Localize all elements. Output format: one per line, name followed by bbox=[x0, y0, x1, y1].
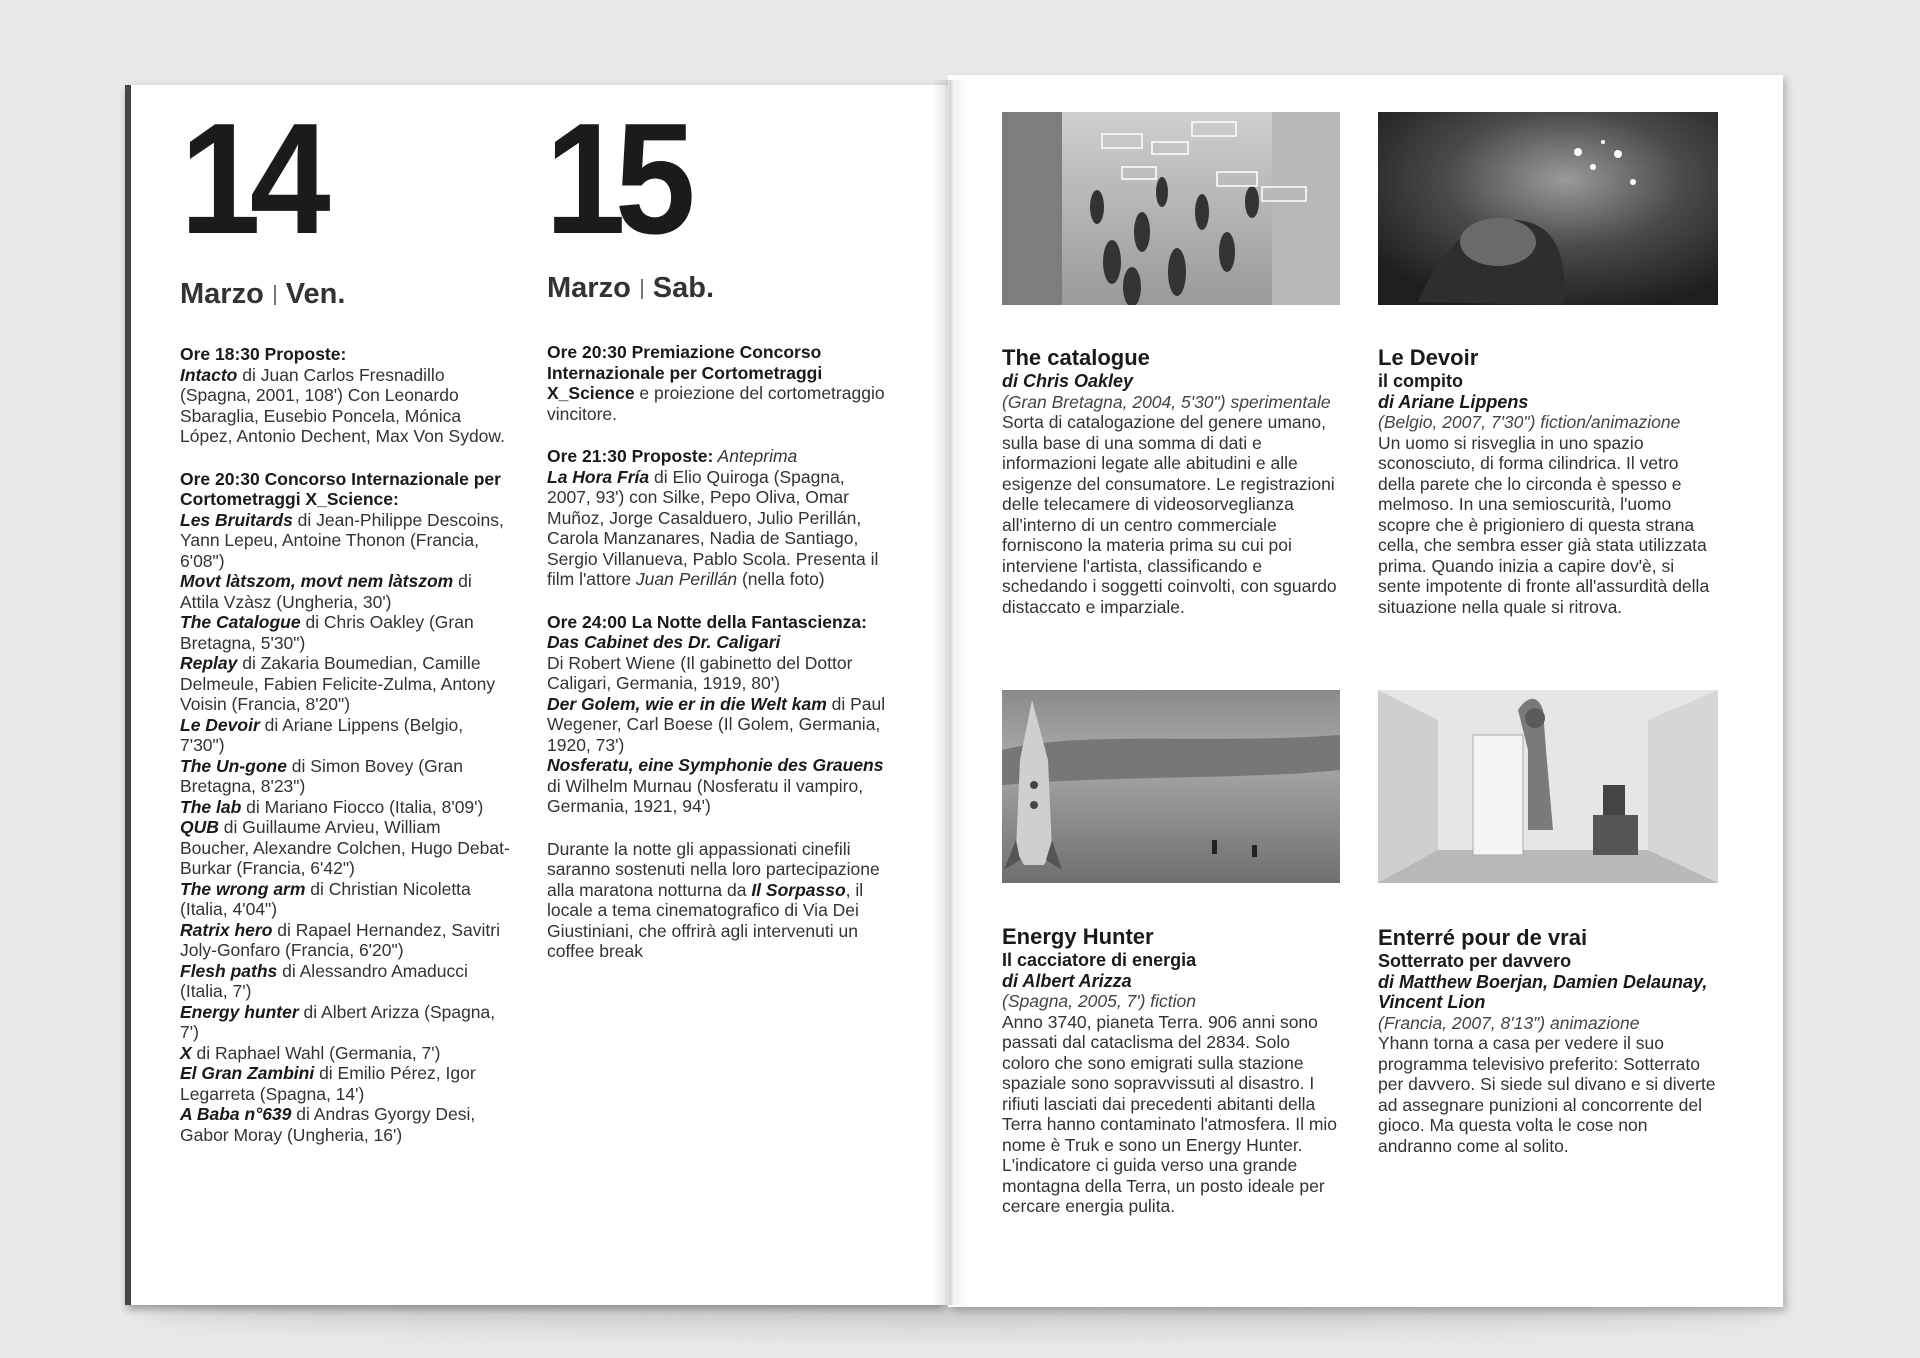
film-director: di Albert Arizza bbox=[1002, 970, 1132, 991]
list-item bbox=[180, 920, 510, 961]
program-column-15 bbox=[547, 342, 887, 962]
film-credits: di Attila Vzàsz (Ungheria, 30') bbox=[180, 571, 472, 612]
competition-list bbox=[180, 510, 510, 1146]
film-credits: di Rapael Hernandez, Savitri Joly-Gonfaro (Francia, 6'20") bbox=[180, 919, 501, 960]
list-item bbox=[180, 1104, 510, 1145]
list-item bbox=[180, 510, 510, 572]
list-item bbox=[180, 1043, 510, 1064]
film-credits: di Raphael Wahl (Germania, 7') bbox=[191, 1042, 441, 1063]
program-entry bbox=[547, 342, 887, 424]
film-meta: (Gran Bretagna, 2004, 5'30") sperimentale bbox=[1002, 391, 1331, 412]
film-title: The catalogue bbox=[1002, 345, 1150, 370]
film-title: Energy Hunter bbox=[1002, 924, 1154, 949]
list-item bbox=[180, 715, 510, 756]
preview-tag: Anteprima bbox=[713, 446, 798, 466]
list-item bbox=[180, 879, 510, 920]
film-subtitle: il compito bbox=[1378, 371, 1463, 391]
note-text: Durante la notte gli appassionati cinefili saranno sostenuti nella loro partecipazione alla maratona notturna da bbox=[547, 838, 880, 900]
film-title: Enterré pour de vrai bbox=[1378, 925, 1588, 950]
photo-energy-hunter bbox=[1002, 690, 1340, 883]
month-label: Marzo bbox=[547, 272, 631, 304]
schedule-heading: Ore 21:30 Proposte: bbox=[547, 446, 714, 466]
list-item bbox=[180, 1063, 510, 1104]
separator bbox=[274, 285, 276, 305]
film-synopsis: Yhann torna a casa per vedere il suo programma televisivo preferito: Sotterrato per davvero. Si siede sul divano e si diverte ad assegnare punizioni al concorrente del gioco. Ma questa volta le cose non andranno come al solito. bbox=[1378, 1033, 1716, 1156]
separator bbox=[641, 279, 643, 299]
film-title: Ratrix hero bbox=[180, 919, 273, 940]
film-credits: di Juan Carlos Fresnadillo (Spagna, 2001, 108') Con Leonardo Sbaraglia, Eusebio Poncela, Mónica López, Antonio Dechent, Max Von Sydow. bbox=[180, 364, 505, 446]
film-credits: di Mariano Fiocco (Italia, 8'09') bbox=[241, 796, 484, 817]
film-card-enterre-pour-de-vrai bbox=[1378, 925, 1718, 1156]
entry-text: e proiezione del cortometraggio vincitore. bbox=[547, 383, 885, 424]
photo-the-catalogue bbox=[1002, 112, 1340, 305]
film-title: Energy hunter bbox=[180, 1001, 299, 1022]
film-title: Flesh paths bbox=[180, 960, 278, 981]
film-title: Le Devoir bbox=[180, 714, 260, 735]
film-title: La Hora Fría bbox=[547, 466, 650, 487]
film-credits: di Zakaria Boumedian, Camille Delmeule, Fabien Felicite-Zulma, Antony Voisin (Francia, 8'20") bbox=[180, 653, 496, 714]
venue-name: Il Sorpasso bbox=[751, 879, 846, 900]
film-meta: (Francia, 2007, 8'13") animazione bbox=[1378, 1012, 1640, 1033]
film-meta: (Spagna, 2005, 7') fiction bbox=[1002, 991, 1197, 1011]
film-title: Movt làtszom, movt nem làtszom bbox=[180, 571, 454, 591]
film-synopsis: Un uomo si risveglia in uno spazio sconosciuto, di forma cilindrica. Il vetro della parete che lo circonda è spesso e melmoso. In una semioscurità, l'uomo scopre che è prigioniero di questa strana cella, che sembra esser già stata utilizzata prima. Quando inizia a capire dov'è, si sente impotente di fronte all'assurdità della situazione nella quale si ritrova. bbox=[1378, 432, 1710, 617]
film-subtitle: Il cacciatore di energia bbox=[1002, 950, 1197, 970]
film-subtitle: Sotterrato per davvero bbox=[1378, 951, 1572, 971]
film-credits: di Jean-Philippe Descoins, Yann Lepeu, Antoine Thonon (Francia, 6'08") bbox=[180, 509, 504, 571]
film-title: Intacto bbox=[180, 364, 238, 385]
weekday-label: Sab. bbox=[652, 272, 715, 304]
film-credits: di Elio Quiroga (Spagna, 2007, 93') con Silke, Pepo Oliva, Omar Muñoz, Jorge Casalduero, Julio Perillán, Carola Manzanares, Nadia de Santiago, Sergio Villanueva, Pablo Scola. Presenta il film l'attore bbox=[547, 466, 879, 589]
film-credits: di Albert Arizza (Spagna, 7') bbox=[180, 1001, 496, 1042]
film-credits: di Simon Bovey (Gran Bretagna, 8'23") bbox=[180, 755, 463, 796]
list-item bbox=[180, 1002, 510, 1043]
film-title: Replay bbox=[180, 653, 238, 673]
weekday-label: Ven. bbox=[285, 278, 346, 310]
film-title: Les Bruitards bbox=[180, 509, 293, 530]
list-item bbox=[180, 797, 510, 818]
day-number-14: 14 bbox=[180, 91, 320, 267]
schedule-heading: Ore 20:30 Premiazione Concorso Internazionale per Cortometraggi X_Science bbox=[547, 342, 823, 403]
program-entry bbox=[547, 467, 887, 590]
list-item bbox=[180, 756, 510, 797]
film-credits: di Ariane Lippens (Belgio, 7'30") bbox=[180, 714, 464, 755]
schedule-heading-line bbox=[547, 446, 887, 467]
film-credits: di Emilio Pérez, Igor Legarreta (Spagna, 14') bbox=[180, 1063, 476, 1104]
film-synopsis: Sorta di catalogazione del genere umano, sulla base di una somma di dati e informazioni legate alle abitudini e alle esigenze del consumatore. Le registrazioni delle telecamere di videosorveglianza all'interno di un centro commerciale forniscono la materia prima su cui poi interviene l'artista, classificando e schedando i soggetti coinvolti, con sguardo distaccato e imparziale. bbox=[1002, 412, 1337, 617]
film-director: di Matthew Boerjan, Damien Delaunay, Vincent Lion bbox=[1378, 971, 1708, 1012]
film-credits: di Alessandro Amaducci (Italia, 7') bbox=[180, 960, 468, 1001]
film-title: Le Devoir bbox=[1378, 345, 1479, 370]
film-credits: di Guillaume Arvieu, William Boucher, Alexandre Colchen, Hugo Debat-Burkar (Francia, 6'42") bbox=[180, 817, 510, 878]
film-title: El Gran Zambini bbox=[180, 1063, 315, 1083]
page-gutter bbox=[932, 80, 968, 1305]
film-director: di Chris Oakley bbox=[1002, 371, 1134, 391]
film-title: The Catalogue bbox=[180, 612, 301, 632]
film-title: Der Golem, wie er in die Welt kam bbox=[547, 693, 827, 714]
film-meta: (Belgio, 2007, 7'30") fiction/animazione bbox=[1378, 412, 1681, 432]
list-item bbox=[180, 653, 510, 715]
film-title: QUB bbox=[180, 817, 219, 837]
film-credits: di Paul Wegener, Carl Boese (Il Golem, Germania, 1920, 73') bbox=[547, 693, 886, 755]
film-card-le-devoir bbox=[1378, 345, 1718, 617]
actor-name: Juan Perillán bbox=[635, 569, 738, 589]
film-title: The wrong arm bbox=[180, 878, 306, 899]
day-number-15: 15 bbox=[545, 91, 685, 267]
program-entry bbox=[547, 694, 887, 756]
schedule-heading: Ore 18:30 Proposte: bbox=[180, 344, 347, 364]
list-item bbox=[180, 817, 510, 879]
film-director: di Ariane Lippens bbox=[1378, 391, 1529, 412]
list-item bbox=[180, 961, 510, 1002]
photo-le-devoir bbox=[1378, 112, 1718, 305]
list-item bbox=[180, 612, 510, 653]
day-label-15 bbox=[547, 272, 714, 305]
film-credits: Di Robert Wiene (Il gabinetto del Dottor Caligari, Germania, 1919, 80') bbox=[547, 652, 853, 693]
film-credits: di Chris Oakley (Gran Bretagna, 5'30") bbox=[180, 612, 474, 653]
film-title: The Un-gone bbox=[180, 755, 287, 776]
film-title: Nosferatu, eine Symphonie des Grauens bbox=[547, 755, 884, 775]
month-label: Marzo bbox=[180, 278, 264, 310]
note-text: , il locale a tema cinematografico di Via Dei Giustiniani, che offrirà agli intervenuti un coffee break bbox=[547, 879, 864, 961]
program-note bbox=[547, 839, 887, 962]
program-entry bbox=[547, 755, 887, 817]
film-title: The lab bbox=[180, 796, 242, 817]
program-column-14 bbox=[180, 344, 510, 1145]
film-synopsis: Anno 3740, pianeta Terra. 906 anni sono passati dal cataclisma del 2834. Solo coloro che sono emigrati sulla stazione spaziale sono sopravvissuti al disastro. I rifiuti lasciati dai precedenti abitanti della Terra hanno contaminato l'atmosfera. Il mio nome è Truk e sono un Energy Hunter. L'indicatore ci guida verso una grande montagna della Terra, un posto ideale per cercare energia pulita. bbox=[1002, 1011, 1338, 1216]
booklet-spine bbox=[125, 85, 131, 1305]
film-credits: di Christian Nicoletta (Italia, 4'04") bbox=[180, 878, 471, 919]
entry-text: (nella foto) bbox=[737, 569, 825, 589]
schedule-heading: Ore 20:30 Concorso Internazionale per Cortometraggi X_Science: bbox=[180, 468, 501, 509]
film-title: A Baba n°639 bbox=[180, 1104, 292, 1124]
film-credits: di Wilhelm Murnau (Nosferatu il vampiro, Germania, 1921, 94') bbox=[547, 775, 864, 816]
program-entry bbox=[180, 365, 510, 447]
photo-enterre-pour-de-vrai bbox=[1378, 690, 1718, 883]
list-item bbox=[180, 571, 510, 612]
schedule-heading: Ore 24:00 La Notte della Fantascienza: bbox=[547, 611, 867, 632]
film-title: X bbox=[180, 1042, 192, 1063]
film-card-energy-hunter bbox=[1002, 924, 1342, 1217]
day-label-14 bbox=[180, 278, 345, 311]
film-title: Das Cabinet des Dr. Caligari bbox=[547, 632, 781, 652]
film-card-the-catalogue bbox=[1002, 345, 1342, 617]
film-credits: di Andras Gyorgy Desi, Gabor Moray (Ungheria, 16') bbox=[180, 1104, 476, 1145]
